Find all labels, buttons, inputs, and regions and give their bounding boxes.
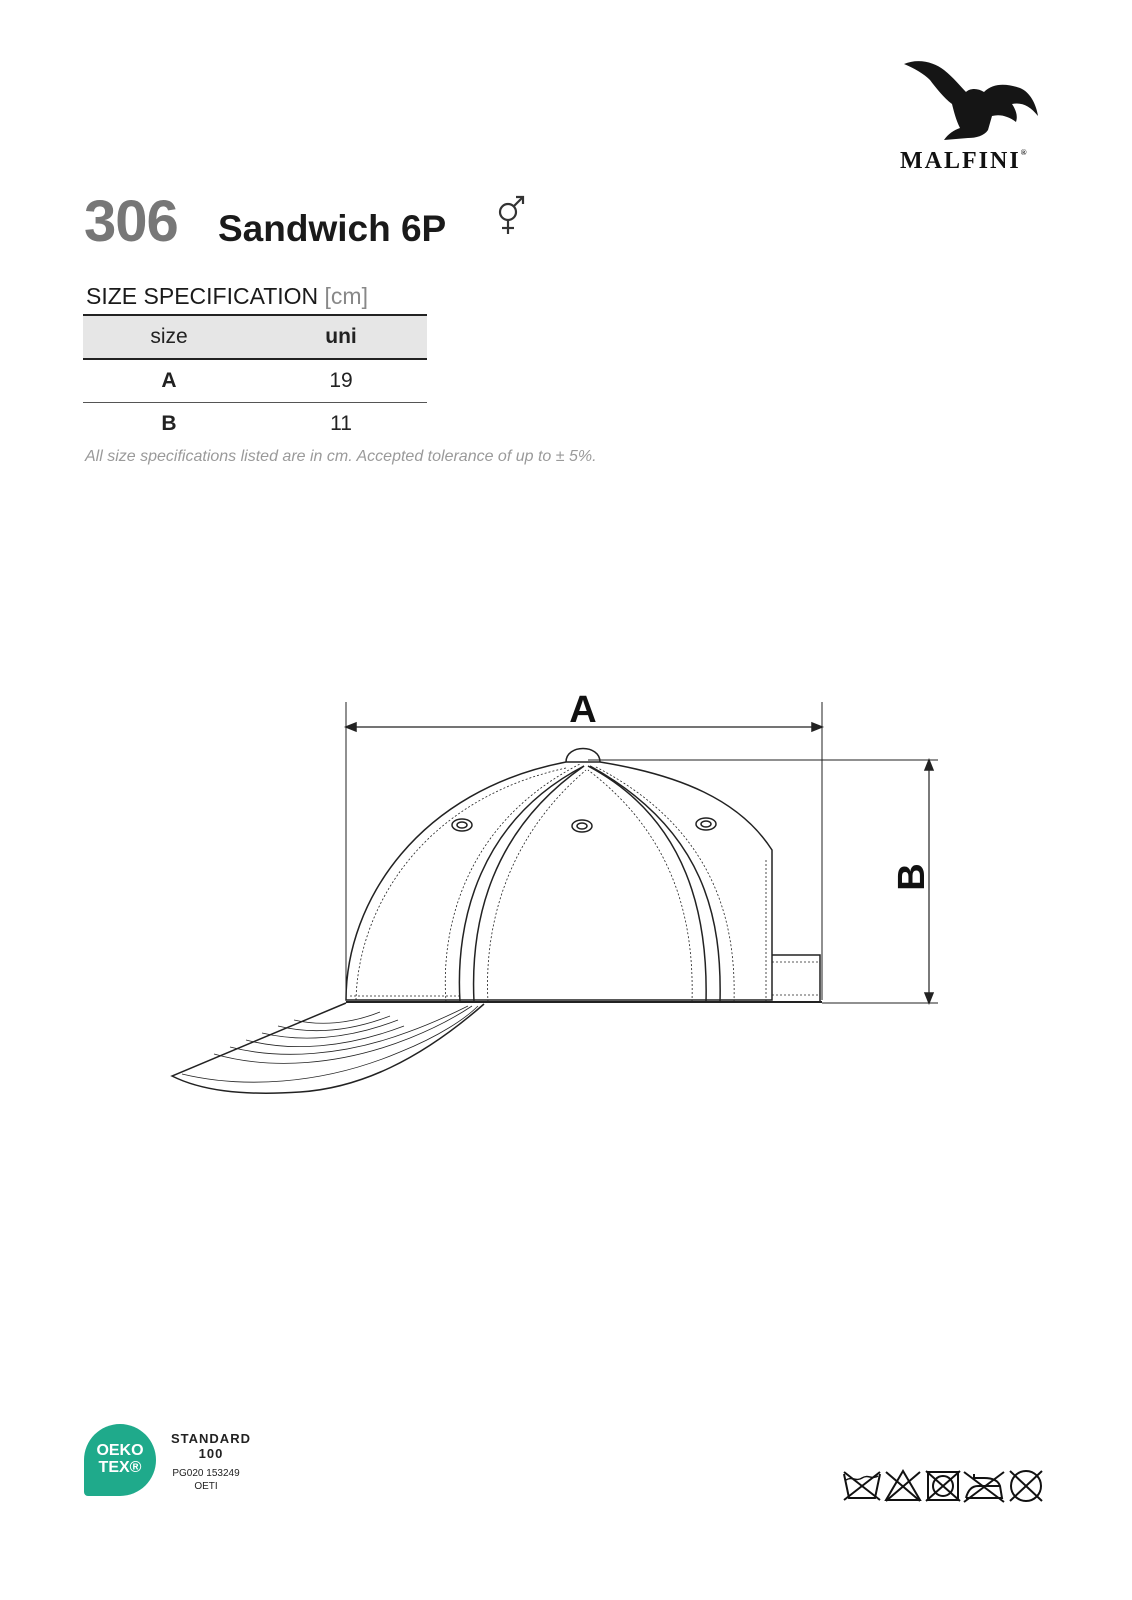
- product-name: Sandwich 6P: [218, 208, 447, 249]
- table-row: [83, 359, 427, 403]
- product-number: 306: [84, 189, 178, 254]
- row-value: 19: [255, 359, 427, 403]
- row-label: B: [161, 412, 177, 435]
- size-spec-unit: [cm]: [324, 283, 368, 309]
- eagle-icon: [904, 58, 1044, 142]
- oeko-standard: STANDARD: [171, 1431, 251, 1446]
- unisex-icon: [496, 194, 526, 240]
- table-header-row: [83, 315, 427, 359]
- do-not-wash-icon: [844, 1472, 880, 1500]
- column-header-uni: uni: [255, 315, 427, 359]
- do-not-iron-icon: [964, 1472, 1004, 1502]
- dimension-label-b: B: [891, 863, 933, 891]
- oeko-institute: OETI: [194, 1481, 218, 1492]
- size-spec-title: SIZE SPECIFICATION [cm]: [86, 283, 368, 309]
- brand-name: MALFINI®: [900, 148, 1027, 174]
- dimension-label-a: A: [569, 689, 597, 731]
- do-not-tumble-dry-icon: [926, 1471, 960, 1501]
- column-header-size: size: [83, 315, 255, 359]
- size-table: [83, 314, 427, 445]
- care-symbols: [842, 1466, 1052, 1506]
- do-not-dry-clean-icon: [1010, 1471, 1042, 1501]
- cap-diagram: [160, 680, 960, 1110]
- oeko-tex-badge: [84, 1424, 264, 1504]
- row-value: 11: [330, 412, 352, 435]
- oeko-cert-number: PG020 153249: [172, 1468, 240, 1479]
- do-not-bleach-icon: [886, 1471, 920, 1501]
- table-row: [83, 403, 427, 446]
- tolerance-note: All size specifications listed are in cm. Accepted tolerance of up to ± 5%.: [85, 448, 597, 465]
- brand-logo: [900, 58, 1070, 178]
- oeko-tex-logo: OEKO TEX®: [84, 1424, 156, 1496]
- oeko-standard-number: 100: [198, 1446, 224, 1461]
- row-label: A: [83, 359, 255, 403]
